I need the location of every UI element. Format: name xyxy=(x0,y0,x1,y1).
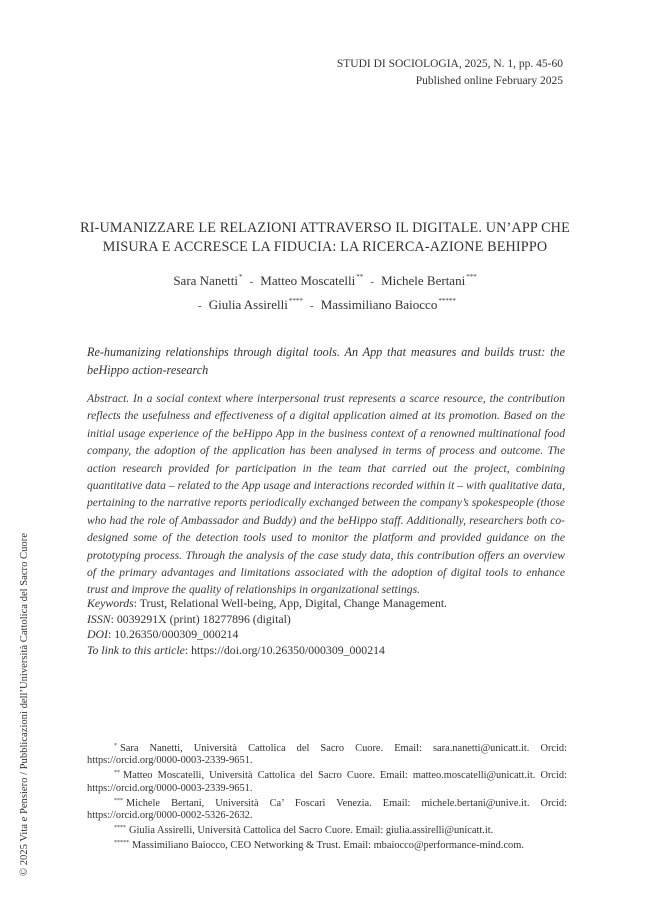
title-line: MISURA E ACCRESCE LA FIDUCIA: LA RICERCA-AZIONE BEHIPPO xyxy=(102,239,548,255)
footnote-text: Giulia Assirelli, Università Cattolica del Sacro Cuore. Email: giulia.assirelli@unicatt.it. xyxy=(129,825,494,837)
issn-label: ISSN xyxy=(87,611,111,626)
doi-label: DOI xyxy=(87,627,108,642)
footnote xyxy=(87,837,567,852)
author-separator: - xyxy=(310,301,314,312)
link-label: To link to this article xyxy=(87,642,185,657)
footnote-mark: ** xyxy=(114,770,120,777)
footnote xyxy=(87,740,567,767)
author-mark: **** xyxy=(288,297,303,305)
abstract: Abstract. In a social context where interpersonal trust represents a scarce resource, the contribution reflects the usefulness and effectiveness of a digital application aimed at its promotion. Based on the initial usage experience of the beHippo App in the business context of a renowned multinational food company, the adoption of the application has been analysed in terms of process and outcome. The action research provided for participation in the team that carried out the project, combining quantitative data – related to the App usage and interactions recorded within it – with qualitative data, pertaining to the narrative reports periodically exchanged between the company’s spokespeople (those who had the role of Ambassador and Buddy) and the beHippo staff. Additionally, researchers both co-designed some of the detection tools used to monitor the platform and provided guidance on the prototyping process. Through the analysis of the case study data, this contribution offers an overview of the primary advantages and limitations associated with the adoption of digital tools to enhance trust and improve the quality of relationships in organizational settings. xyxy=(87,392,565,597)
footnote-mark: **** xyxy=(114,825,126,832)
author-separator: - xyxy=(198,301,202,312)
publication-date: Published online February 2025 xyxy=(415,75,563,87)
footnote-mark: * xyxy=(114,743,117,749)
footnote-text: Matteo Moscatelli, Università Cattolica del Sacro Cuore. Email: matteo.moscatelli@unicatt.it. Orcid: https://orcid.org/0000-0003-2339-9651. xyxy=(87,770,567,794)
footnote-text: Sara Nanetti, Università Cattolica del Sacro Cuore. Email: sara.nanetti@unicatt.it. Orcid: https://orcid.org/0000-0003-2339-9651. xyxy=(87,743,567,767)
author-mark: *** xyxy=(466,273,477,281)
author-mark: ***** xyxy=(438,297,456,305)
author-name: Matteo Moscatelli xyxy=(260,273,356,288)
footnote-mark: *** xyxy=(114,797,123,804)
author-mark: * xyxy=(238,273,243,281)
author-line xyxy=(60,292,590,316)
article-metadata xyxy=(87,596,567,658)
english-title: Re-humanizing relationships through digital tools. An App that measures and builds trust: the beHippo action-research xyxy=(87,345,565,377)
side-copyright xyxy=(19,486,29,876)
title-line: RI-UMANIZZARE LE RELAZIONI ATTRAVERSO IL DIGITALE. UN’APP CHE xyxy=(80,220,570,236)
journal-citation: STUDI DI SOCIOLOGIA, 2025, N. 1, pp. 45-60 xyxy=(336,58,563,70)
author-name: Michele Bertani xyxy=(381,273,466,288)
author-name: Massimiliano Baiocco xyxy=(320,297,438,312)
keywords xyxy=(87,596,567,612)
article-link xyxy=(87,643,567,659)
issn-value: : 0039291X (print) 18277896 (digital) xyxy=(110,611,291,626)
keywords-value: : Trust, Relational Well-being, App, Digital, Change Management. xyxy=(133,596,448,610)
keywords-label: Keywords xyxy=(87,596,134,610)
footnote-mark: ***** xyxy=(114,840,129,847)
footnote xyxy=(87,767,567,794)
footnotes xyxy=(87,740,567,853)
author-line xyxy=(60,268,590,292)
footnote xyxy=(87,822,567,837)
footnote-text: Michele Bertani, Università Ca’ Foscari Venezia. Email: michele.bertani@unive.it. Orcid: https://orcid.org/0000-0002-5326-2632. xyxy=(87,797,567,822)
author-separator: - xyxy=(370,277,374,288)
link-value[interactable]: : https://doi.org/10.26350/000309_000214 xyxy=(184,642,385,657)
article-title xyxy=(60,219,590,257)
author-name: Sara Nanetti xyxy=(173,273,238,288)
footnote xyxy=(87,795,567,822)
footnote-text: Massimiliano Baiocco, CEO Networking & Trust. Email: mbaiocco@performance-mind.com. xyxy=(132,840,524,852)
doi-value: : 10.26350/000309_000214 xyxy=(107,627,239,642)
author-name: Giulia Assirelli xyxy=(208,297,288,312)
issn xyxy=(87,612,567,628)
author-list xyxy=(60,268,590,316)
author-mark: ** xyxy=(356,273,364,281)
author-separator: - xyxy=(249,277,254,288)
doi xyxy=(87,627,567,643)
copyright-text: © 2025 Vita e Pensiero / Pubblicazioni dell’Università Cattolica del Sacro Cuore xyxy=(19,533,30,876)
